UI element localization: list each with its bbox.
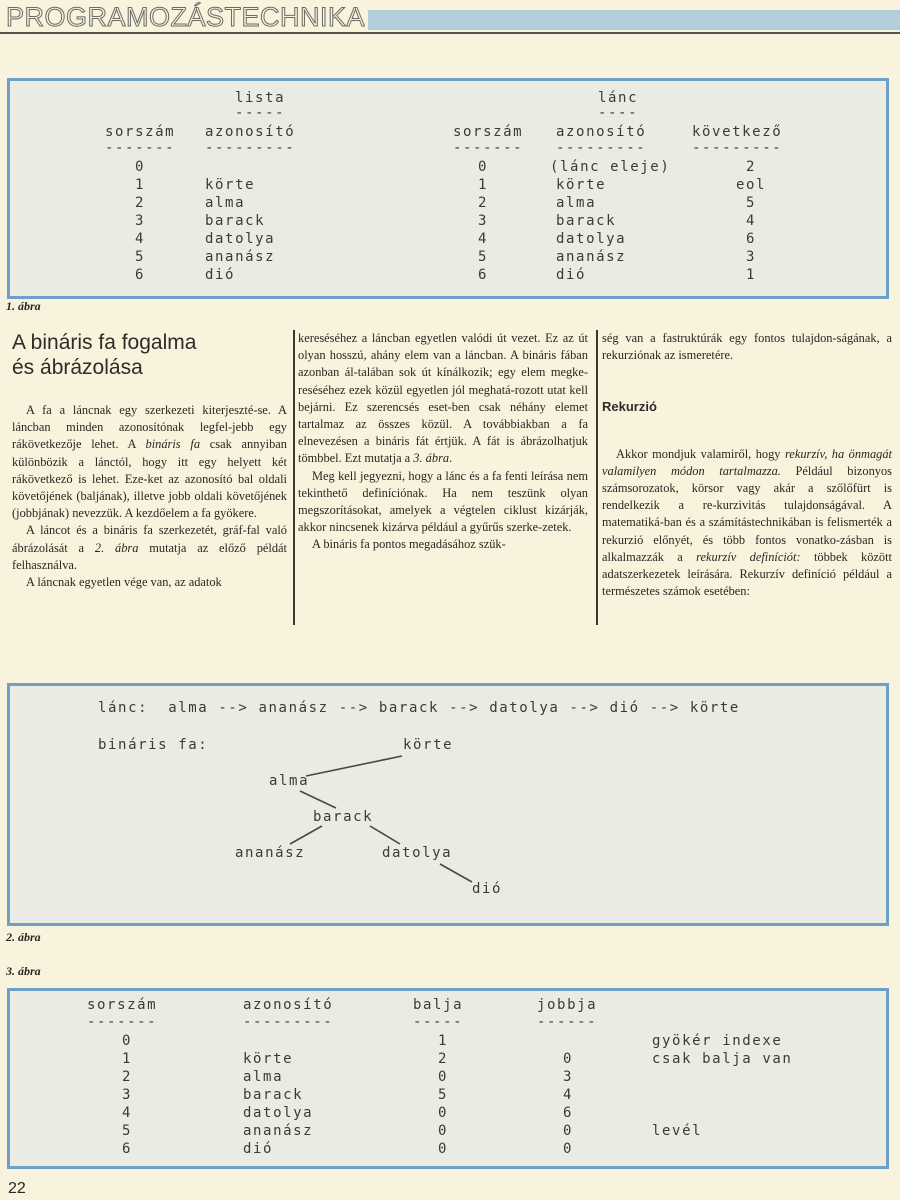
- page-number: 22: [8, 1180, 26, 1197]
- tree-table-cell-balja: 0: [438, 1123, 449, 1139]
- lista-cell-sorszam: 2: [135, 195, 146, 211]
- paragraph: [602, 446, 892, 601]
- tree-table-note: levél: [652, 1123, 703, 1139]
- lanc-cell-sorszam: 4: [478, 231, 489, 247]
- paragraph-text: mutatja az előző példát felhasználva.: [12, 540, 287, 572]
- chain-label: lánc:: [98, 700, 149, 716]
- lanc-cell-kovetkezo: 4: [745, 213, 757, 229]
- chain-item: alma: [168, 700, 209, 716]
- section-heading: [12, 330, 287, 380]
- paragraph: [12, 574, 287, 591]
- tree-table-cell-jobbja: 6: [563, 1105, 574, 1121]
- chain-arrow: -->: [218, 700, 249, 716]
- lista-cell-azonosito: dió: [205, 267, 236, 283]
- tree-table-note: gyökér indexe: [652, 1033, 783, 1049]
- tree-table-cell-jobbja: 4: [563, 1087, 574, 1103]
- chain-item: körte: [689, 700, 740, 716]
- lanc-cell-sorszam: 5: [478, 249, 489, 265]
- paragraph: [12, 522, 287, 574]
- emphasis-text: 2. ábra: [94, 540, 139, 555]
- column-1: [12, 330, 287, 591]
- tree-node-korte: körte: [403, 737, 454, 753]
- tree-table-cell-jobbja: 0: [563, 1123, 574, 1139]
- header-color-bar: [368, 10, 900, 30]
- lanc-header-underline: ---------: [556, 140, 647, 156]
- emphasis-text: rekurzív definíciót:: [696, 549, 801, 564]
- lanc-header-azonosito: azonosító: [556, 124, 647, 140]
- figure-2-box: [7, 683, 889, 926]
- lanc-header-kovetkezo: következő: [692, 124, 783, 140]
- tree-table-cell-sorszam: 3: [122, 1087, 133, 1103]
- emphasis-text: 3. ábra: [413, 451, 450, 466]
- edge-datolya-dio: [440, 864, 472, 882]
- edge-korte-alma: [306, 756, 402, 776]
- lanc-cell-sorszam: 2: [478, 195, 489, 211]
- lista-header-underline: ---------: [205, 140, 296, 156]
- tree-table-cell-balja: 0: [438, 1105, 449, 1121]
- lanc-cell-kovetkezo: eol: [735, 177, 767, 193]
- column-3-intro: ség van a fastruktúrák egy fontos tulajdon-ságának, a rekurziónak az ismeretére.: [602, 331, 892, 363]
- tree-node-dio: dió: [472, 881, 503, 897]
- lanc-header-underline: ---------: [692, 140, 783, 156]
- tree-table-cell-balja: 2: [438, 1051, 449, 1067]
- section-heading-line-2: és ábrázolása: [12, 356, 143, 379]
- figure-3-caption: 3. ábra: [6, 964, 41, 978]
- lista-header-azonosito: azonosító: [205, 124, 296, 140]
- header-rule: [0, 32, 900, 34]
- tree-table-cell-jobbja: 3: [563, 1069, 574, 1085]
- paragraph-text: A fa a láncnak egy szerkezeti kiterjeszté-se. A láncban minden azonosítónak legfel-jebb egy rákövetkezője lehet. A: [12, 403, 287, 452]
- lanc-cell-sorszam: 6: [478, 267, 489, 283]
- edge-barack-datolya: [370, 826, 400, 844]
- figure-1-box: [7, 78, 889, 299]
- lanc-cell-azonosito: datolya: [556, 231, 627, 247]
- tree-table-header-underline: -----: [413, 1014, 464, 1030]
- running-header-title: PROGRAMOZÁSTECHNIKA: [6, 2, 366, 32]
- lanc-cell-azonosito: barack: [556, 213, 617, 229]
- paragraph: [298, 330, 588, 468]
- lista-header-sorszam: sorszám: [105, 124, 176, 140]
- lista-cell-azonosito: datolya: [205, 231, 276, 247]
- column-3: [602, 330, 892, 600]
- chain-item: ananász: [258, 700, 329, 716]
- lanc-cell-sorszam: 0: [478, 159, 489, 175]
- lanc-cell-sorszam: 3: [478, 213, 489, 229]
- figure-2-caption: 2. ábra: [6, 930, 41, 944]
- tree-table-cell-sorszam: 1: [122, 1051, 133, 1067]
- paragraph-text: csak annyiban különbözik a lánctól, hogy itt egy helyett két rákövetkező is lehet. Eze-ket az azonosító bal oldali követőjének (baljának), illetve jobb oldali követőjének (jobbjának) nevezzük. A kezdőelem a fa gyökere.: [12, 437, 287, 521]
- emphasis-text: bináris fa: [145, 437, 201, 452]
- chain-item: dió: [609, 700, 640, 716]
- tree-table-cell-sorszam: 0: [122, 1033, 133, 1049]
- tree-table-header-balja: balja: [413, 997, 464, 1013]
- paragraph-text: A láncot és a bináris fa szerkezetét, gráf-fal való ábrázolását a: [12, 523, 287, 555]
- tree-table-header-underline: -------: [87, 1014, 158, 1030]
- tree-table-cell-sorszam: 6: [122, 1141, 133, 1157]
- lista-cell-sorszam: 0: [135, 159, 146, 175]
- tree-table-cell-balja: 1: [438, 1033, 449, 1049]
- figure-1-caption: 1. ábra: [6, 299, 41, 313]
- lanc-cell-kovetkezo: 5: [745, 195, 757, 211]
- tree-node-datolya: datolya: [382, 845, 453, 861]
- lista-title-underline: -----: [235, 105, 286, 121]
- lanc-cell-kovetkezo: 2: [745, 159, 757, 175]
- lanc-cell-azonosito: dió: [556, 267, 587, 283]
- tree-table-note: csak balja van: [652, 1051, 793, 1067]
- tree-edges: [10, 686, 886, 923]
- lista-cell-sorszam: 6: [135, 267, 146, 283]
- tree-table-cell-jobbja: 0: [563, 1141, 574, 1157]
- tree-label: bináris fa:: [98, 737, 209, 753]
- chain-arrow: -->: [449, 700, 480, 716]
- lanc-header-sorszam: sorszám: [453, 124, 524, 140]
- emphasis-text: rekurzív, ha önmagát valamilyen módon tartalmazza.: [602, 446, 892, 478]
- chain-item: barack: [378, 700, 440, 716]
- paragraph: [298, 536, 588, 553]
- lanc-cell-azonosito: alma: [556, 195, 597, 211]
- tree-table-cell-azonosito: dió: [243, 1141, 274, 1157]
- paragraph-text: kereséséhez a láncban egyetlen valódi út vezet. Ez az út olyan hosszú, ahány elem van a láncban. A bináris fában azonban ál-talában sok út kínálkozik; egy elem megke-reséséhez ezek közül egyetlen jól meghatá-rozott utat kell bejárni. Ez szerencsés eset-ben csak néhány elemet tartalmaz az összes közül. A továbbiakban a fa elnevezésen a bináris fát értjük. A fát is ábrázolhatjuk tömbbel. Ezt mutatja a: [298, 331, 588, 466]
- paragraph-text: A láncnak egyetlen vége van, az adatok: [26, 575, 222, 590]
- paragraph-text: Például bizonyos számsorozatok, körsor vagy akár a szőlőfürt is rendelkezik a re-kurzivitás tulajdonságával. A matematiká-ban és a számítástechnikában is felismerték a rekurzió előnyét, és több fontos vonatko-zásban is alkalmazzák a: [602, 463, 893, 564]
- paragraph-text: többek között adatszerkezetek leírására. Rekurzív definíció például a természetes számok esetében:: [602, 549, 892, 599]
- edge-alma-barack: [300, 791, 336, 808]
- tree-table-cell-azonosito: datolya: [243, 1105, 314, 1121]
- column-divider-1: [293, 330, 295, 625]
- lanc-cell-kovetkezo: 1: [745, 267, 757, 283]
- column-3-body: [602, 446, 892, 601]
- chain-arrow: -->: [338, 700, 369, 716]
- tree-table-cell-balja: 0: [438, 1141, 449, 1157]
- column-2-body: [298, 330, 588, 554]
- lista-cell-azonosito: ananász: [205, 249, 276, 265]
- paragraph-text: A bináris fa pontos megadásához szük-: [312, 537, 506, 552]
- tree-table-header-azonosito: azonosító: [243, 997, 334, 1013]
- lista-cell-sorszam: 3: [135, 213, 146, 229]
- edge-barack-ananasz: [290, 826, 322, 844]
- tree-table-cell-balja: 5: [438, 1087, 449, 1103]
- lista-cell-sorszam: 5: [135, 249, 146, 265]
- chain-item: datolya: [489, 700, 560, 716]
- lista-cell-azonosito: barack: [205, 213, 266, 229]
- lista-cell-sorszam: 1: [135, 177, 146, 193]
- tree-node-ananasz: ananász: [235, 845, 306, 861]
- tree-table-header-underline: ------: [537, 1014, 598, 1030]
- lista-title: lista: [235, 90, 286, 106]
- figure-3-box: [7, 988, 889, 1169]
- section-heading-line-1: A bináris fa fogalma: [12, 331, 197, 354]
- chain-arrow: -->: [649, 700, 680, 716]
- tree-table-cell-jobbja: 0: [563, 1051, 574, 1067]
- lanc-cell-azonosito: körte: [556, 177, 607, 193]
- subsection-heading: Rekurzió: [602, 399, 657, 415]
- lanc-cell-azonosito: ananász: [556, 249, 627, 265]
- tree-table-cell-azonosito: barack: [243, 1087, 304, 1103]
- lista-cell-sorszam: 4: [135, 231, 146, 247]
- paragraph: [298, 468, 588, 537]
- tree-table-cell-sorszam: 4: [122, 1105, 133, 1121]
- tree-table-cell-azonosito: alma: [243, 1069, 284, 1085]
- tree-table-cell-sorszam: 5: [122, 1123, 133, 1139]
- lista-header-underline: -------: [105, 140, 176, 156]
- paragraph-text: Meg kell jegyezni, hogy a lánc és a fa fenti leírása nem tekinthető definíciónak. Ha nem teszünk olyan megszorításokat, amelyek a végtelen ciklust kizárják, akkor nincsenek kizárva például a gyűrűs szerke-zetek.: [298, 468, 588, 535]
- tree-node-barack: barack: [313, 809, 374, 825]
- lanc-cell-kovetkezo: 6: [745, 231, 757, 247]
- lanc-title: lánc: [598, 90, 639, 106]
- column-divider-2: [596, 330, 598, 625]
- tree-table-cell-balja: 0: [438, 1069, 449, 1085]
- paragraph-text: Akkor mondjuk valamiről, hogy: [616, 446, 785, 461]
- paragraph-text: .: [449, 451, 453, 466]
- column-1-body: [12, 402, 287, 591]
- lista-cell-azonosito: alma: [205, 195, 246, 211]
- paragraph: [12, 402, 287, 522]
- lanc-cell-kovetkezo: 3: [745, 249, 757, 265]
- lista-cell-azonosito: körte: [205, 177, 256, 193]
- lanc-title-underline: ----: [598, 105, 639, 121]
- lanc-cell-azonosito: (lánc eleje): [550, 159, 671, 175]
- tree-table-cell-azonosito: ananász: [243, 1123, 314, 1139]
- tree-table-cell-sorszam: 2: [122, 1069, 133, 1085]
- tree-node-alma: alma: [269, 773, 310, 789]
- column-2: [298, 330, 588, 554]
- tree-table-header-underline: ---------: [243, 1014, 334, 1030]
- tree-table-cell-azonosito: körte: [243, 1051, 294, 1067]
- lanc-cell-sorszam: 1: [478, 177, 489, 193]
- tree-table-header-sorszam: sorszám: [87, 997, 158, 1013]
- lanc-header-underline: -------: [453, 140, 524, 156]
- tree-table-header-jobbja: jobbja: [537, 997, 598, 1013]
- chain-arrow: -->: [569, 700, 600, 716]
